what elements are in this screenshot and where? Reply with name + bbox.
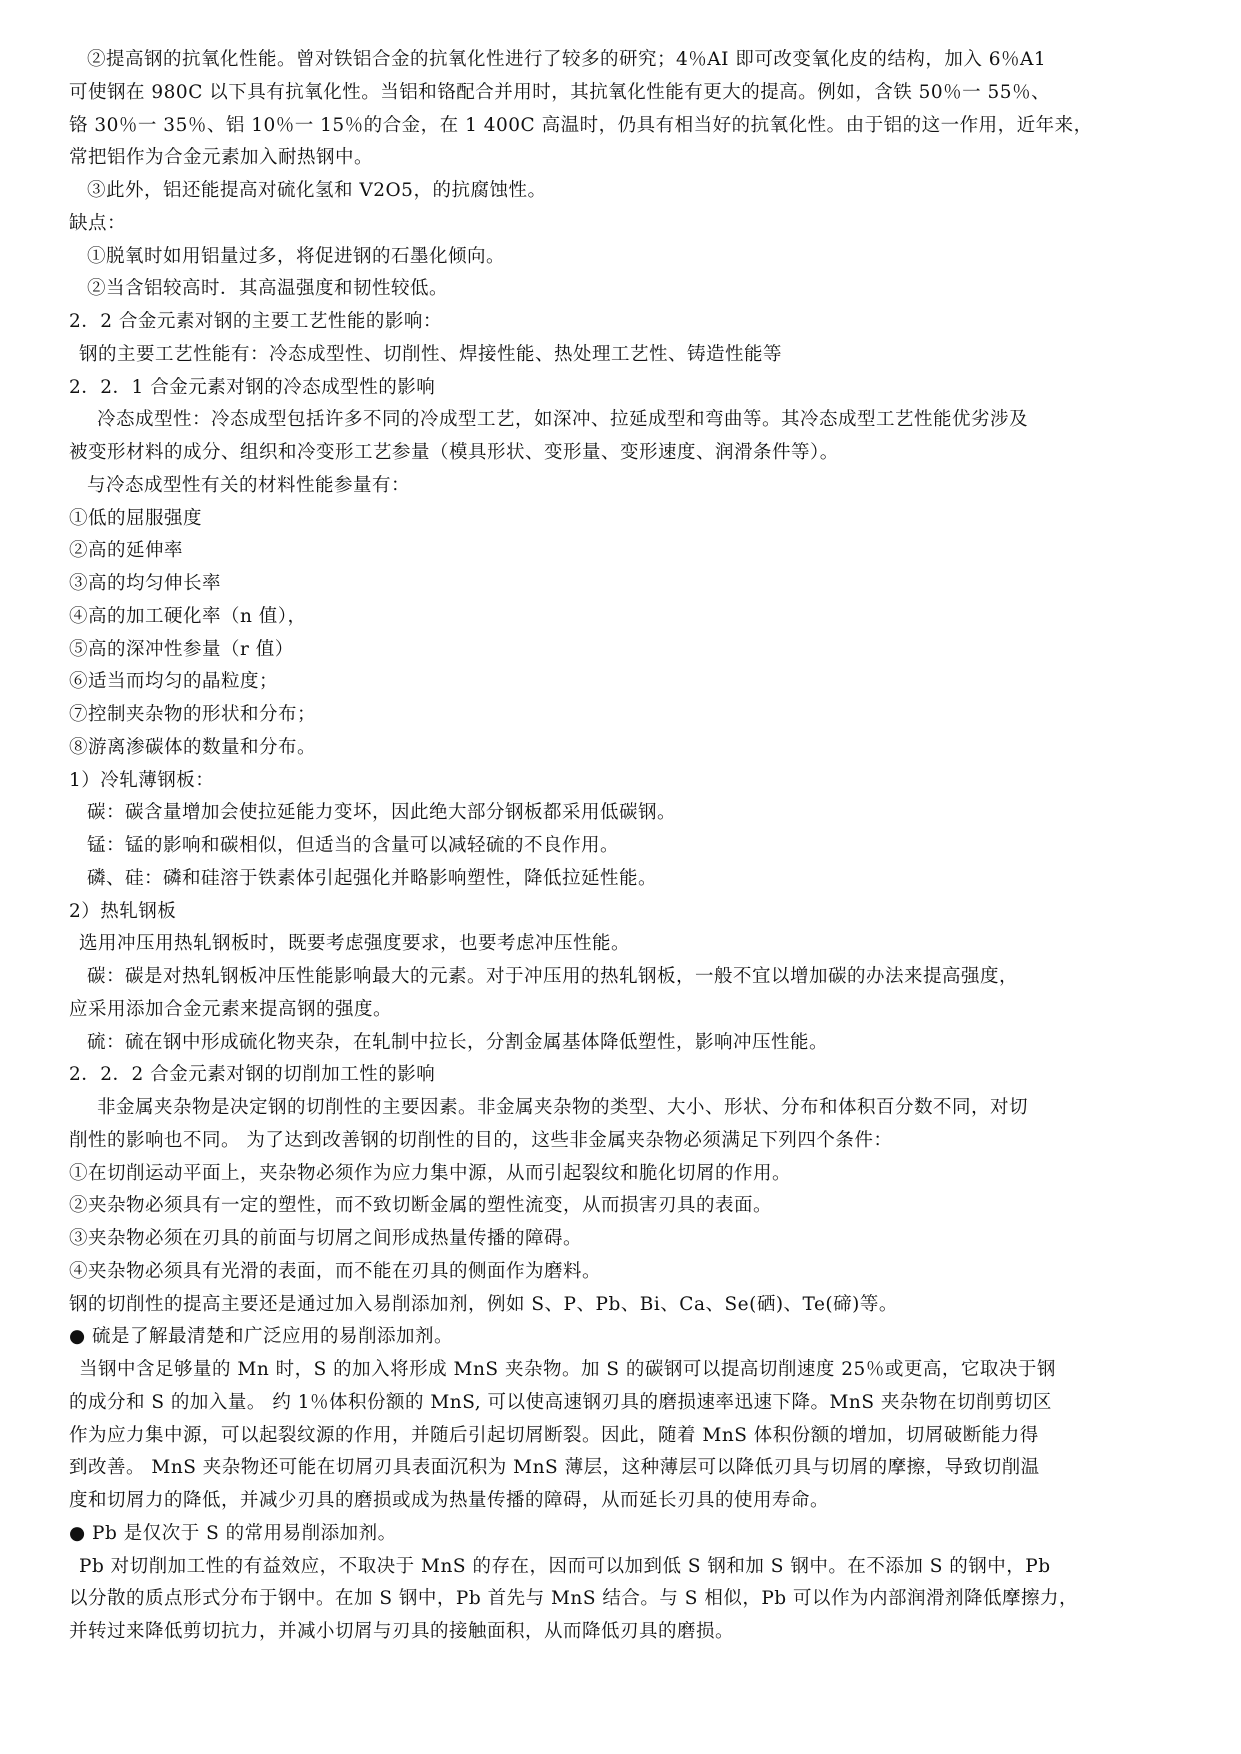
text-line: ②高的延伸率 <box>69 540 184 562</box>
text-line: 2．2 合金元素对钢的主要工艺性能的影响： <box>69 311 442 332</box>
text-line: ④夹杂物必须具有光滑的表面，而不能在刃具的侧面作为磨料。 <box>69 1260 602 1282</box>
text-line: 被变形材料的成分、组织和冷变形工艺参量（模具形状、变形量、变形速度、润滑条件等）。 <box>69 442 839 463</box>
text-line: ①低的屈服强度 <box>69 507 203 529</box>
text-line: ● Pb 是仅次于 S 的常用易削添加剂。 <box>69 1522 397 1544</box>
text-line: 冷态成型性：冷态成型包括许多不同的冷成型工艺，如深冲、拉延成型和弯曲等。其冷态成型工艺性能优劣涉及 <box>97 409 1029 431</box>
text-line: 当钢中含足够量的 Mn 时，S 的加入将形成 MnS 夹杂物。加 S 的碳钢可以提高切削速度 25％或更高，它取决于钢 <box>79 1359 1056 1380</box>
text-line: 磷、硅：磷和硅溶于铁素体引起强化并略影响塑性，降低拉延性能。 <box>87 867 658 889</box>
text-line: 碳：碳是对热轧钢板冲压性能影响最大的元素。对于冲压用的热轧钢板，一般不宜以增加碳的办法来提高强度， <box>87 966 1019 987</box>
document-body <box>69 44 1179 1649</box>
text-line: 铬 30％一 35％、铝 10％一 15％的合金，在 1 400C 高温时，仍具有相当好的抗氧化性。由于铝的这一作用，近年来， <box>69 114 1093 136</box>
text-line: 到改善。 MnS 夹杂物还可能在切屑刃具表面沉积为 MnS 薄层，这种薄层可以降低刃具与切屑的摩擦，导致切削温 <box>69 1457 1040 1479</box>
text-line: 并转过来降低剪切抗力，并减小切屑与刃具的接触面积，从而降低刃具的磨损。 <box>69 1621 735 1642</box>
text-line: ②当含铝较高时．其高温强度和韧性较低。 <box>87 278 449 300</box>
text-line: 与冷态成型性有关的材料性能参量有： <box>87 474 411 496</box>
text-line: ⑦控制夹杂物的形状和分布； <box>69 704 317 725</box>
text-line: ①脱氧时如用铝量过多，将促进钢的石墨化倾向。 <box>87 245 506 267</box>
text-line: ③此外，铝还能提高对硫化氢和 V2O5，的抗腐蚀性。 <box>87 180 547 201</box>
text-line: 作为应力集中源，可以起裂纹源的作用，并随后引起切屑断裂。因此，随着 MnS 体积份额的增加，切屑破断能力得 <box>69 1424 1039 1446</box>
text-line: 选用冲压用热轧钢板时，既要考虑强度要求，也要考虑冲压性能。 <box>79 933 631 955</box>
text-line: 非金属夹杂物是决定钢的切削性的主要因素。非金属夹杂物的类型、大小、形状、分布和体积百分数不同，对切 <box>97 1097 1029 1118</box>
text-line: ⑧游离渗碳体的数量和分布。 <box>69 736 317 758</box>
text-line: 碳：碳含量增加会使拉延能力变坏，因此绝大部分钢板都采用低碳钢。 <box>87 802 677 824</box>
text-line: 钢的切削性的提高主要还是通过加入易削添加剂，例如 S、P、Pb、Bi、Ca、Se(硒)、Te(碲)等。 <box>69 1293 898 1315</box>
text-line: ⑤高的深冲性参量（r 值） <box>69 638 294 660</box>
text-line: 削性的影响也不同。 为了达到改善钢的切削性的目的，这些非金属夹杂物必须满足下列四个条件： <box>69 1129 893 1151</box>
text-line: ②提高钢的抗氧化性能。曾对铁铝合金的抗氧化性进行了较多的研究；4％AI 即可改变氧化皮的结构，加入 6％A1 <box>87 49 1047 70</box>
text-line: 2）热轧钢板 <box>69 900 177 922</box>
text-line: ④高的加工硬化率（n 值）， <box>69 605 307 627</box>
text-line: 硫：硫在钢中形成硫化物夹杂，在轧制中拉长，分割金属基体降低塑性，影响冲压性能。 <box>87 1031 829 1053</box>
text-line: ⑥适当而均匀的晶粒度； <box>69 671 279 693</box>
text-line: 应采用添加合金元素来提高钢的强度。 <box>69 998 393 1020</box>
text-line: 2．2．1 合金元素对钢的冷态成型性的影响 <box>69 376 436 398</box>
text-line: ● 硫是了解最清楚和广泛应用的易削添加剂。 <box>69 1326 454 1348</box>
text-line: 缺点： <box>69 212 127 234</box>
text-line: 1）冷轧薄钢板： <box>69 769 215 791</box>
text-line: ③高的均匀伸长率 <box>69 573 222 594</box>
text-line: ②夹杂物必须具有一定的塑性，而不致切断金属的塑性流变，从而损害刃具的表面。 <box>69 1195 773 1217</box>
text-line: 锰：锰的影响和碳相似，但适当的含量可以减轻硫的不良作用。 <box>87 835 620 856</box>
text-line: 钢的主要工艺性能有：冷态成型性、切削性、焊接性能、热处理工艺性、铸造性能等 <box>79 343 783 365</box>
text-line: ①在切削运动平面上，夹杂物必须作为应力集中源，从而引起裂纹和脆化切屑的作用。 <box>69 1162 792 1184</box>
text-line: 可使钢在 980C 以下具有抗氧化性。当铝和铬配合并用时，其抗氧化性能有更大的提高。例如，含铁 50％一 55％、 <box>69 81 1051 103</box>
text-line: 以分散的质点形式分布于钢中。在加 S 钢中，Pb 首先与 MnS 结合。与 S 相似，Pb 可以作为内部润滑剂降低摩擦力， <box>69 1588 1079 1610</box>
text-line: 的成分和 S 的加入量。 约 1％体积份额的 MnS, 可以使高速钢刃具的磨损速率迅速下降。MnS 夹杂物在切削剪切区 <box>69 1391 1052 1413</box>
text-line: 度和切屑力的降低，并减少刃具的磨损或成为热量传播的障碍，从而延长刃具的使用寿命。 <box>69 1490 830 1511</box>
text-line: 2．2．2 合金元素对钢的切削加工性的影响 <box>69 1064 436 1086</box>
text-line: ③夹杂物必须在刃具的前面与切屑之间形成热量传播的障碍。 <box>69 1228 583 1249</box>
text-line: Pb 对切削加工性的有益效应，不取决于 MnS 的存在，因而可以加到低 S 钢和加 S 钢中。在不添加 S 的钢中，Pb <box>79 1555 1051 1577</box>
text-line: 常把铝作为合金元素加入耐热钢中。 <box>69 147 374 169</box>
